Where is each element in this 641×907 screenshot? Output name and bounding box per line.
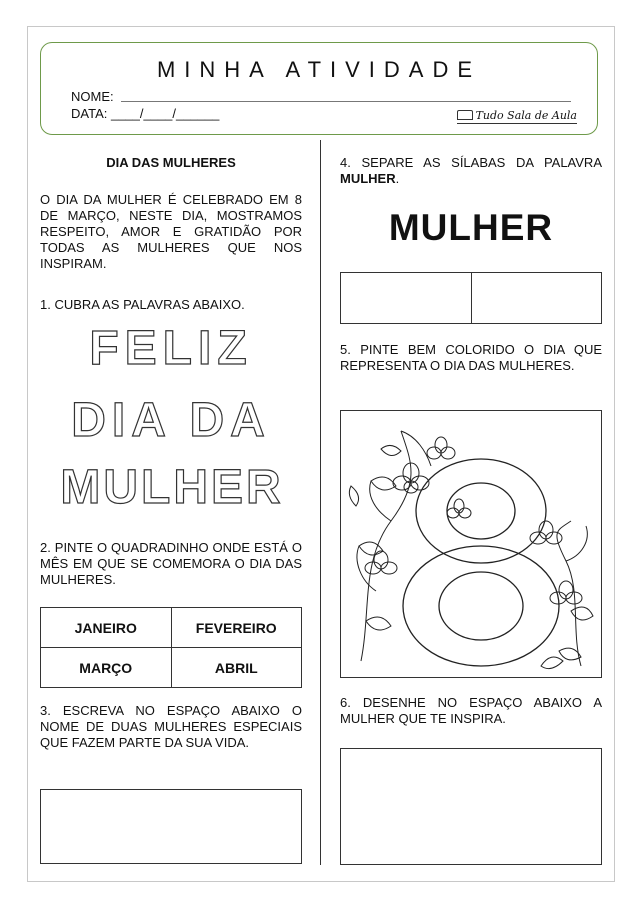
question-3: 3. ESCREVA NO ESPAÇO ABAIXO O NOME DE DUAS MULHERES ESPECIAIS QUE FAZEM PARTE DA SUA VIDA. — [40, 703, 302, 750]
left-column — [40, 155, 302, 750]
drawing-box[interactable] — [340, 748, 602, 865]
logo: Tudo Sala de Aula — [457, 109, 577, 124]
month-cell-marco[interactable]: MARÇO — [41, 648, 172, 688]
month-cell-abril[interactable]: ABRIL — [171, 648, 302, 688]
question-4: 4. SEPARE AS SÍLABAS DA PALAVRA MULHER. — [340, 155, 602, 186]
syllable-box-2[interactable] — [472, 272, 603, 324]
column-divider — [320, 140, 321, 865]
months-table — [40, 607, 302, 688]
syllable-word: MULHER — [388, 207, 554, 248]
question-5: 5. PINTE BEM COLORIDO O DIA QUE REPRESENTA O DIA DAS MULHERES. — [340, 342, 602, 373]
trace-word-mulher[interactable]: MULHER — [60, 461, 284, 514]
name-line[interactable] — [121, 101, 571, 102]
section-heading: DIA DAS MULHERES — [106, 155, 236, 170]
syllable-boxes — [340, 272, 602, 324]
syllable-box-1[interactable] — [340, 272, 472, 324]
trace-word-dia-da[interactable]: DIA DA — [71, 394, 271, 447]
month-cell-janeiro[interactable]: JANEIRO — [41, 608, 172, 648]
page-title: MINHA ATIVIDADE — [156, 57, 482, 82]
trace-word-feliz[interactable]: FELIZ — [89, 322, 253, 375]
question-6: 6. DESENHE NO ESPAÇO ABAIXO A MULHER QUE TE INSPIRA. — [340, 695, 602, 726]
question-2: 2. PINTE O QUADRADINHO ONDE ESTÁ O MÊS EM QUE SE COMEMORA O DIA DAS MULHERES. — [40, 540, 302, 587]
coloring-image[interactable] — [340, 410, 602, 678]
names-writing-box[interactable] — [40, 789, 302, 864]
flower-number-eight-icon — [341, 411, 601, 677]
month-cell-fevereiro[interactable]: FEVEREIRO — [171, 608, 302, 648]
header-box — [40, 42, 598, 135]
date-label: DATA: ____/____/______ — [71, 106, 220, 121]
book-icon — [457, 110, 473, 120]
intro-text: O DIA DA MULHER É CELEBRADO EM 8 DE MARÇO, NESTE DIA, MOSTRAMOS RESPEITO, AMOR E GRATIDÃO POR TODAS AS MULHERES QUE NOS INSPIRAM. — [40, 192, 302, 271]
name-label: NOME: — [71, 89, 114, 104]
right-column — [340, 155, 602, 726]
question-1: 1. CUBRA AS PALAVRAS ABAIXO. — [40, 297, 245, 312]
